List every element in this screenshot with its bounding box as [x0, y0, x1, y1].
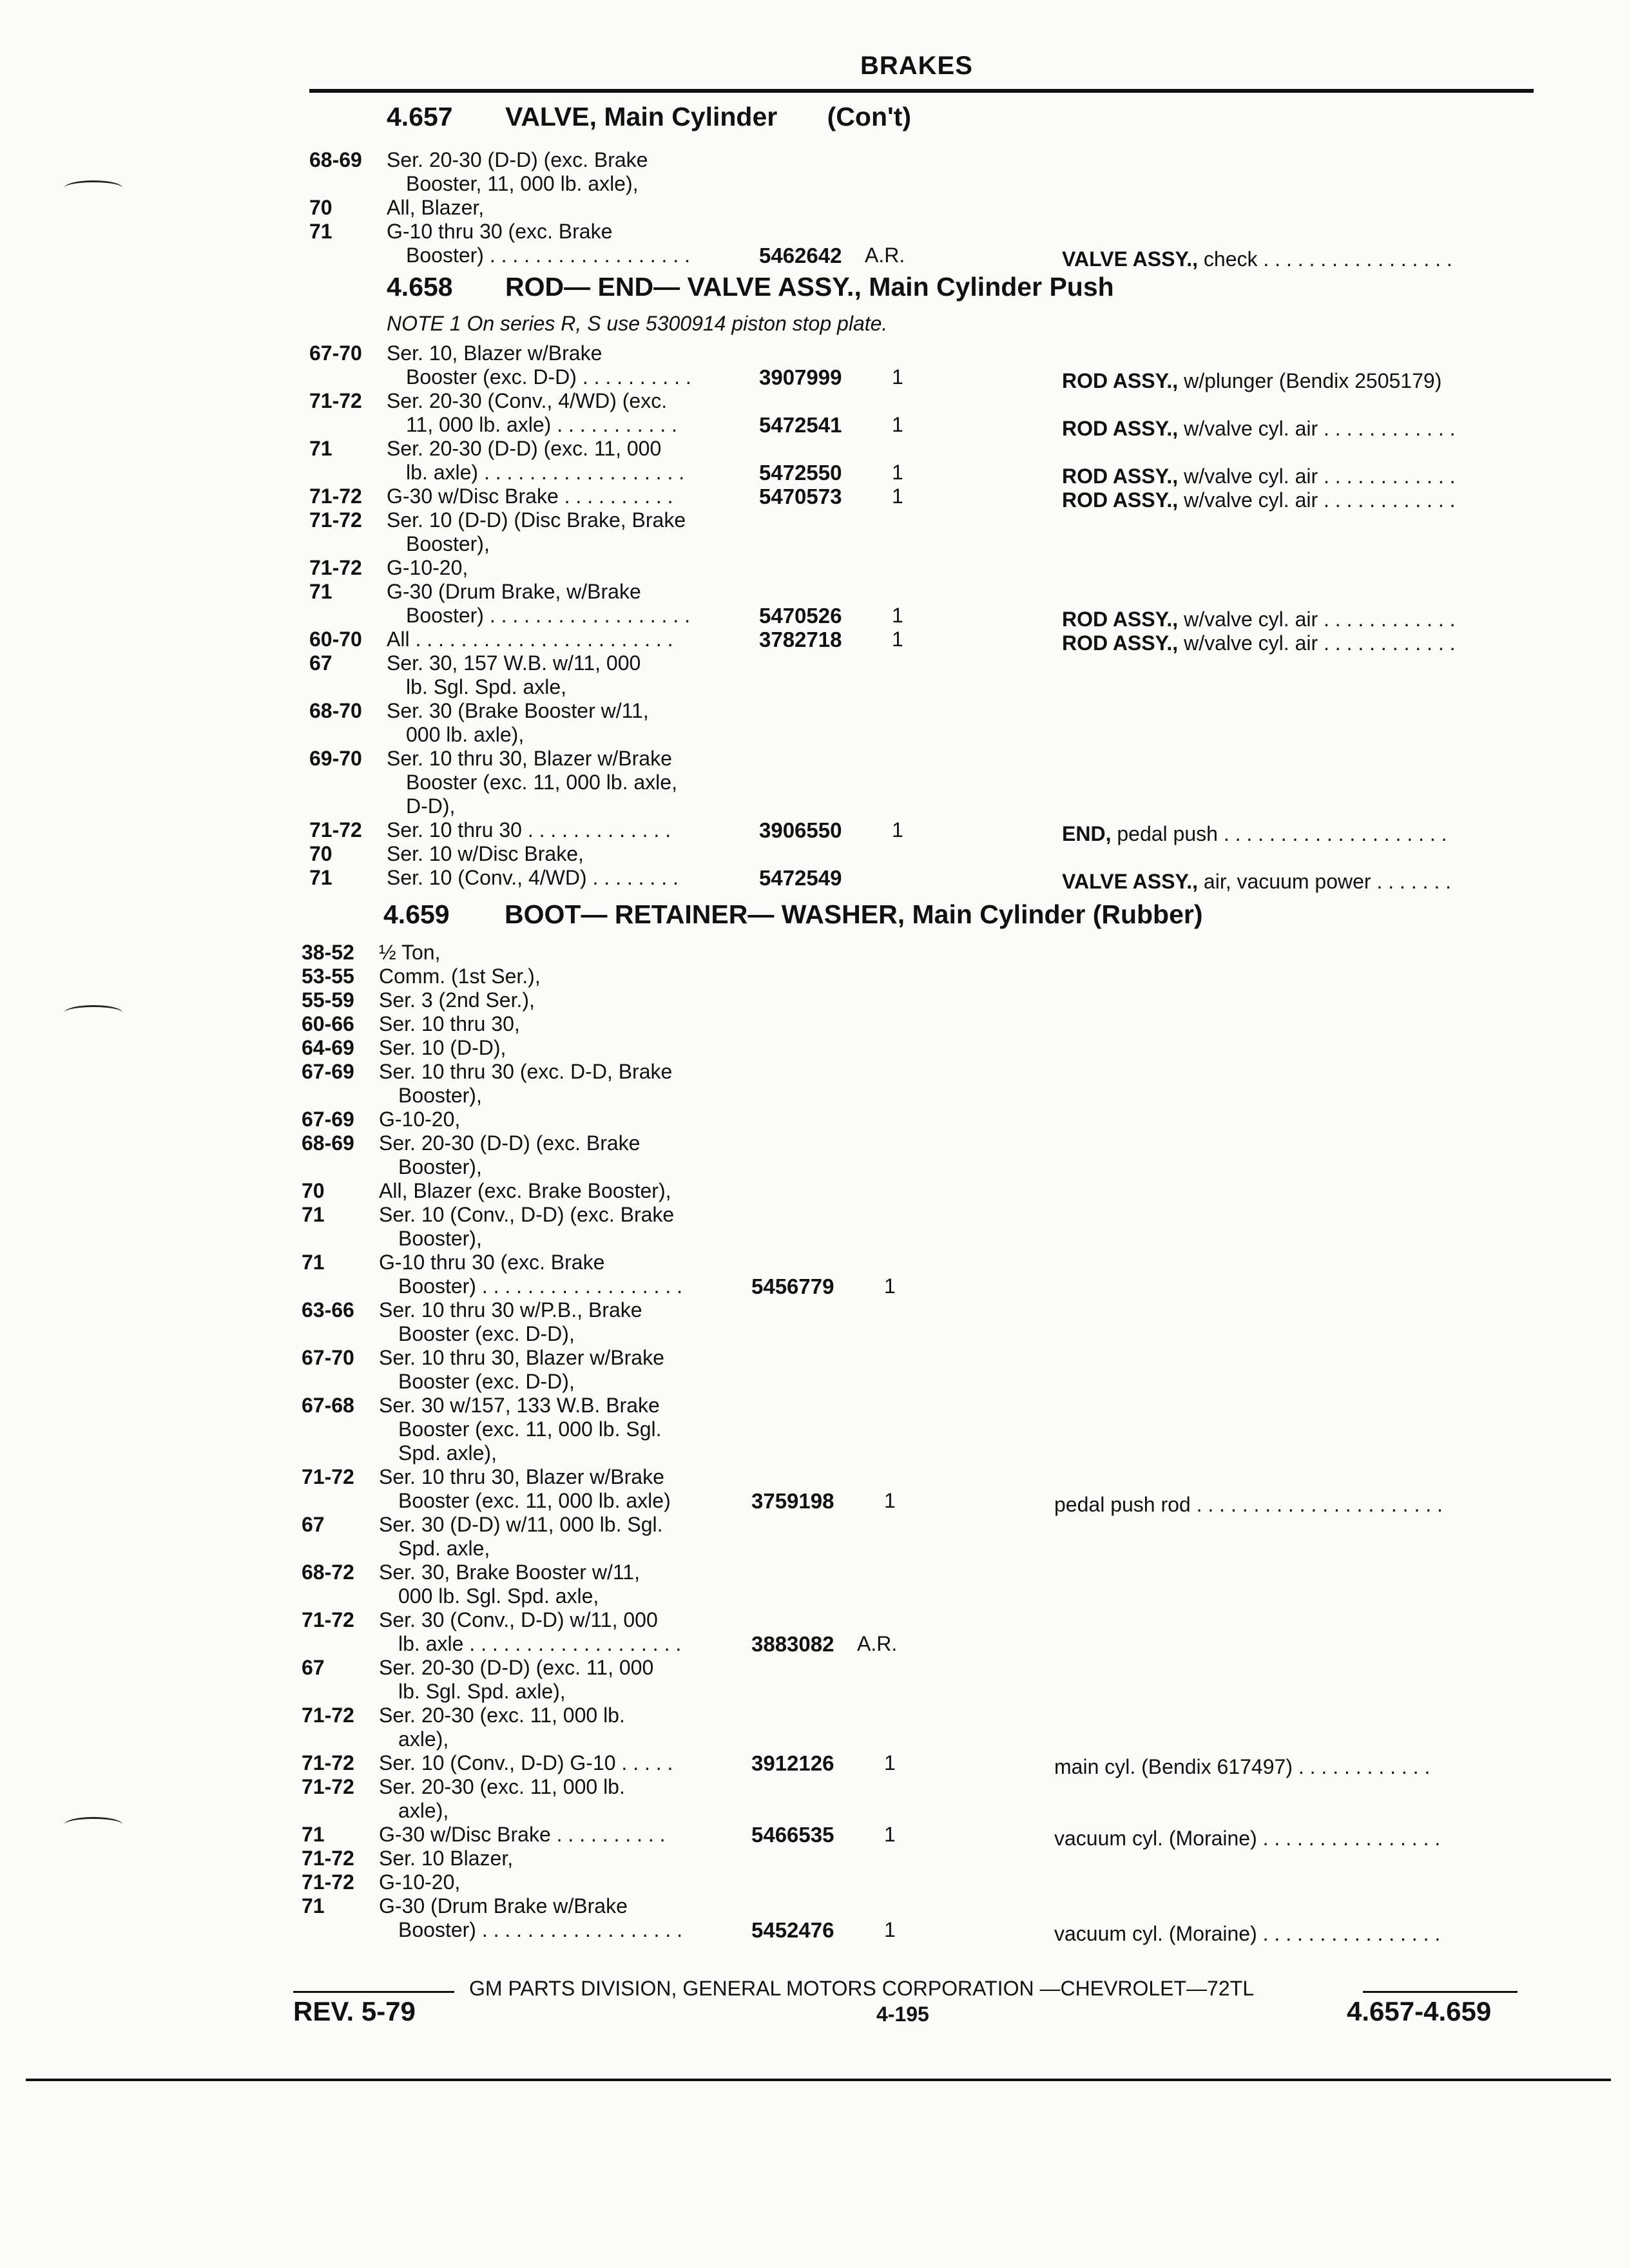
description-detail: w/valve cyl. air . . . . . . . . . . . . — [1178, 631, 1456, 655]
application-text: Ser. 10 (Conv., D-D) (exc. Brake — [379, 1203, 675, 1226]
application-text: G-30 (Drum Brake w/Brake — [379, 1894, 628, 1917]
description-detail: vacuum cyl. (Moraine) . . . . . . . . . . . . . . . . — [1054, 1922, 1441, 1945]
quantity: 1 — [892, 461, 903, 484]
description-detail: w/valve cyl. air . . . . . . . . . . . . — [1178, 488, 1456, 512]
scan-mark — [64, 1005, 122, 1020]
application-text: Ser. 30 (D-D) w/11, 000 lb. Sgl. — [379, 1513, 663, 1536]
year-range: 53-55 — [302, 965, 354, 988]
year-range: 71 — [302, 1203, 325, 1226]
application-text: Spd. axle), — [398, 1441, 497, 1465]
application-text: Booster (exc. 11, 000 lb. axle, — [406, 771, 677, 794]
quantity: A.R. — [857, 1632, 898, 1655]
section-title: VALVE, Main Cylinder — [505, 102, 778, 131]
part-number: 5466535 — [751, 1823, 834, 1847]
section-title: ROD— END— VALVE ASSY., Main Cylinder Push — [505, 272, 1114, 302]
section-note: NOTE 1 On series R, S use 5300914 piston stop plate. — [387, 312, 888, 335]
application-text: Ser. 10 (D-D) (Disc Brake, Brake — [387, 508, 686, 532]
description-keyword: END, — [1062, 822, 1112, 845]
year-range: 71-72 — [302, 1775, 354, 1798]
section-4-657-heading — [387, 102, 911, 132]
quantity: 1 — [892, 485, 903, 508]
description-detail: main cyl. (Bendix 617497) . . . . . . . . . . . . — [1054, 1755, 1431, 1778]
application-text: G-30 (Drum Brake, w/Brake — [387, 580, 641, 603]
application-text: All . . . . . . . . . . . . . . . . . . . . . . . — [387, 628, 673, 651]
year-range: 71-72 — [302, 1870, 354, 1894]
part-description — [1062, 465, 1456, 488]
year-range: 67-69 — [302, 1108, 354, 1131]
year-range: 70 — [309, 196, 333, 219]
application-text: Ser. 20-30 (D-D) (exc. 11, 000 — [379, 1656, 654, 1679]
application-text: All, Blazer, — [387, 196, 485, 219]
application-text: Ser. 10 Blazer, — [379, 1847, 514, 1870]
application-text: Booster (exc. 11, 000 lb. axle) — [398, 1489, 671, 1512]
application-text: Ser. 10 thru 30, Blazer w/Brake — [387, 747, 672, 770]
part-number: 5470526 — [759, 604, 842, 628]
quantity: 1 — [884, 1274, 896, 1298]
application-text: Ser. 20-30 (exc. 11, 000 lb. — [379, 1775, 625, 1798]
part-number: 5472550 — [759, 461, 842, 485]
quantity: 1 — [892, 365, 903, 389]
description-keyword: VALVE ASSY., — [1062, 870, 1199, 893]
description-keyword: ROD ASSY., — [1062, 608, 1179, 631]
application-text: axle), — [398, 1799, 449, 1822]
year-range: 67-69 — [302, 1060, 354, 1083]
year-range: 67 — [302, 1513, 325, 1536]
quantity: 1 — [892, 818, 903, 841]
application-text: Booster), — [398, 1155, 482, 1178]
quantity: 1 — [884, 1918, 896, 1941]
application-text: G-30 w/Disc Brake . . . . . . . . . . — [387, 485, 673, 508]
application-text: Booster) . . . . . . . . . . . . . . . . . . — [398, 1918, 682, 1941]
year-range: 71-72 — [302, 1704, 354, 1727]
year-range: 71-72 — [309, 485, 362, 508]
application-text: Ser. 10 w/Disc Brake, — [387, 842, 584, 865]
part-number: 5462642 — [759, 244, 842, 267]
application-text: D-D), — [406, 794, 456, 818]
application-text: G-10 thru 30 (exc. Brake — [387, 220, 613, 243]
year-range: 71-72 — [302, 1847, 354, 1870]
year-range: 71-72 — [309, 818, 362, 841]
application-text: ½ Ton, — [379, 941, 441, 964]
application-text: Ser. 20-30 (D-D) (exc. Brake — [379, 1131, 641, 1155]
section-number: 4.657 — [387, 102, 453, 131]
application-text: lb. Sgl. Spd. axle, — [406, 675, 567, 698]
year-range: 71-72 — [309, 556, 362, 579]
application-text: Ser. 10 (Conv., 4/WD) . . . . . . . . — [387, 866, 679, 889]
part-description — [1062, 369, 1441, 393]
application-text: Comm. (1st Ser.), — [379, 965, 541, 988]
application-text: Ser. 20-30 (D-D) (exc. 11, 000 — [387, 437, 662, 460]
part-description — [1062, 608, 1456, 631]
application-text: Booster), — [398, 1227, 482, 1250]
application-text: Booster) . . . . . . . . . . . . . . . . . . — [406, 244, 690, 267]
section-number: 4.658 — [387, 272, 453, 302]
footer-rule-left — [293, 1991, 454, 1993]
application-text: Ser. 10, Blazer w/Brake — [387, 341, 602, 365]
part-number: 3912126 — [751, 1751, 834, 1775]
year-range: 67 — [309, 651, 333, 675]
application-text: G-10 thru 30 (exc. Brake — [379, 1251, 605, 1274]
application-text: Ser. 20-30 (exc. 11, 000 lb. — [379, 1704, 625, 1727]
application-text: G-10-20, — [387, 556, 468, 579]
application-text: Ser. 30 w/157, 133 W.B. Brake — [379, 1394, 660, 1417]
year-range: 60-66 — [302, 1012, 354, 1035]
application-text: Booster (exc. D-D) . . . . . . . . . . — [406, 365, 691, 389]
section-title: BOOT— RETAINER— WASHER, Main Cylinder (Rubber) — [505, 899, 1203, 929]
application-text: Ser. 30, 157 W.B. w/11, 000 — [387, 651, 641, 675]
application-text: Ser. 3 (2nd Ser.), — [379, 988, 535, 1012]
part-number: 5452476 — [751, 1918, 834, 1942]
year-range: 67-70 — [309, 341, 362, 365]
quantity: 1 — [884, 1751, 896, 1774]
description-detail: vacuum cyl. (Moraine) . . . . . . . . . . . . . . . . — [1054, 1827, 1441, 1850]
year-range: 71-72 — [309, 389, 362, 412]
year-range: 68-69 — [309, 148, 362, 171]
year-range: 71-72 — [302, 1608, 354, 1631]
year-range: 68-70 — [309, 699, 362, 722]
year-range: 70 — [309, 842, 333, 865]
year-range: 71 — [309, 437, 333, 460]
part-number: 3883082 — [751, 1632, 834, 1656]
application-text: Ser. 30, Brake Booster w/11, — [379, 1561, 640, 1584]
description-keyword: ROD ASSY., — [1062, 631, 1179, 655]
year-range: 69-70 — [309, 747, 362, 770]
application-text: 000 lb. Sgl. Spd. axle, — [398, 1584, 599, 1608]
section-4-658-heading — [387, 272, 1114, 302]
application-text: Ser. 10 thru 30, Blazer w/Brake — [379, 1346, 664, 1369]
section-4-659-heading — [383, 899, 1203, 930]
quantity: 1 — [892, 604, 903, 627]
application-text: Booster (exc. D-D), — [398, 1370, 575, 1393]
description-detail: w/valve cyl. air . . . . . . . . . . . . — [1178, 417, 1456, 440]
application-text: All, Blazer (exc. Brake Booster), — [379, 1179, 671, 1202]
footer-rule-right — [1363, 1991, 1518, 1993]
application-text: 11, 000 lb. axle) . . . . . . . . . . . — [406, 413, 677, 436]
scan-mark — [64, 180, 122, 195]
description-detail: w/valve cyl. air . . . . . . . . . . . . — [1178, 465, 1456, 488]
year-range: 71 — [309, 220, 333, 243]
header-rule — [309, 89, 1534, 93]
application-text: lb. Sgl. Spd. axle), — [398, 1680, 566, 1703]
year-range: 38-52 — [302, 941, 354, 964]
application-text: Booster) . . . . . . . . . . . . . . . . . . — [406, 604, 690, 627]
application-text: Ser. 20-30 (Conv., 4/WD) (exc. — [387, 389, 668, 412]
application-text: Spd. axle, — [398, 1537, 490, 1560]
part-number: 5470573 — [759, 485, 842, 508]
scan-mark — [64, 1817, 122, 1832]
quantity: A.R. — [865, 244, 905, 267]
description-detail: w/plunger (Bendix 2505179) — [1178, 369, 1442, 392]
year-range: 71-72 — [309, 508, 362, 532]
application-text: G-30 w/Disc Brake . . . . . . . . . . — [379, 1823, 666, 1846]
footer-page-number: 4-195 — [876, 2003, 929, 2026]
footer-section-range: 4.657-4.659 — [1347, 1996, 1492, 2026]
year-range: 71 — [302, 1823, 325, 1846]
section-number: 4.659 — [383, 899, 450, 929]
description-detail: air, vacuum power . . . . . . . — [1198, 870, 1452, 893]
year-range: 71 — [309, 580, 333, 603]
page-header-title: BRAKES — [860, 52, 973, 80]
part-description — [1054, 1493, 1443, 1517]
application-text: Booster), — [406, 532, 490, 555]
application-text: Booster (exc. 11, 000 lb. Sgl. — [398, 1418, 662, 1441]
description-detail: w/valve cyl. air . . . . . . . . . . . . — [1178, 608, 1456, 631]
application-text: G-10-20, — [379, 1870, 461, 1894]
bottom-page-edge — [26, 2079, 1611, 2081]
part-number: 3782718 — [759, 628, 842, 651]
quantity: 1 — [892, 628, 903, 651]
part-number: 5472541 — [759, 413, 842, 437]
application-text: Ser. 10 thru 30 (exc. D-D, Brake — [379, 1060, 673, 1083]
application-text: Booster) . . . . . . . . . . . . . . . . . . — [398, 1274, 682, 1298]
application-text: G-10-20, — [379, 1108, 461, 1131]
part-description — [1062, 488, 1456, 512]
year-range: 68-69 — [302, 1131, 354, 1155]
year-range: 60-70 — [309, 628, 362, 651]
description-detail: pedal push rod . . . . . . . . . . . . . . . . . . . . . . — [1054, 1493, 1443, 1516]
part-description — [1054, 1755, 1430, 1779]
application-text: Ser. 10 (Conv., D-D) G-10 . . . . . — [379, 1751, 673, 1774]
year-range: 71 — [309, 866, 333, 889]
year-range: 55-59 — [302, 988, 354, 1012]
application-text: Ser. 10 thru 30 w/P.B., Brake — [379, 1298, 642, 1321]
footer-division: GM PARTS DIVISION, GENERAL MOTORS CORPORATION —CHEVROLET—72TL — [469, 1977, 1254, 2000]
year-range: 68-72 — [302, 1561, 354, 1584]
part-description — [1062, 822, 1447, 846]
application-text: Ser. 10 thru 30 . . . . . . . . . . . . . — [387, 818, 671, 841]
part-number: 5456779 — [751, 1274, 834, 1298]
part-description — [1062, 417, 1456, 441]
description-keyword: ROD ASSY., — [1062, 465, 1179, 488]
description-keyword: ROD ASSY., — [1062, 369, 1179, 392]
year-range: 67-70 — [302, 1346, 354, 1369]
part-description — [1062, 870, 1451, 894]
application-text: Ser. 10 (D-D), — [379, 1036, 506, 1059]
application-text: Ser. 30 (Conv., D-D) w/11, 000 — [379, 1608, 658, 1631]
application-text: Ser. 20-30 (D-D) (exc. Brake — [387, 148, 648, 171]
year-range: 64-69 — [302, 1036, 354, 1059]
description-detail: pedal push . . . . . . . . . . . . . . . . . . . . — [1111, 822, 1447, 845]
application-text: Ser. 10 thru 30, — [379, 1012, 520, 1035]
application-text: lb. axle) . . . . . . . . . . . . . . . . . . — [406, 461, 685, 484]
part-number: 3759198 — [751, 1489, 834, 1513]
year-range: 67 — [302, 1656, 325, 1679]
application-text: 000 lb. axle), — [406, 723, 525, 746]
application-text: Booster, 11, 000 lb. axle), — [406, 172, 639, 195]
quantity: 1 — [892, 413, 903, 436]
part-description — [1054, 1827, 1440, 1850]
application-text: Booster), — [398, 1084, 482, 1107]
part-number: 3906550 — [759, 818, 842, 842]
part-description — [1054, 1922, 1440, 1946]
application-text: axle), — [398, 1727, 449, 1751]
year-range: 70 — [302, 1179, 325, 1202]
description-keyword: VALVE ASSY., — [1062, 247, 1199, 271]
part-description — [1062, 247, 1452, 271]
footer-revision: REV. 5-79 — [293, 1996, 416, 2026]
part-description — [1062, 631, 1456, 655]
quantity: 1 — [884, 1489, 896, 1512]
application-text: Ser. 30 (Brake Booster w/11, — [387, 699, 649, 722]
section-suffix: (Con't) — [827, 102, 912, 131]
part-number: 5472549 — [759, 866, 842, 890]
year-range: 67-68 — [302, 1394, 354, 1417]
description-keyword: ROD ASSY., — [1062, 417, 1179, 440]
description-detail: check . . . . . . . . . . . . . . . . . — [1198, 247, 1452, 271]
application-text: Booster (exc. D-D), — [398, 1322, 575, 1345]
year-range: 71 — [302, 1894, 325, 1917]
year-range: 71 — [302, 1251, 325, 1274]
application-text: lb. axle . . . . . . . . . . . . . . . . . . . — [398, 1632, 682, 1655]
part-number: 3907999 — [759, 365, 842, 389]
year-range: 71-72 — [302, 1465, 354, 1488]
year-range: 71-72 — [302, 1751, 354, 1774]
quantity: 1 — [884, 1823, 896, 1846]
application-text: Ser. 10 thru 30, Blazer w/Brake — [379, 1465, 664, 1488]
description-keyword: ROD ASSY., — [1062, 488, 1179, 512]
year-range: 63-66 — [302, 1298, 354, 1321]
